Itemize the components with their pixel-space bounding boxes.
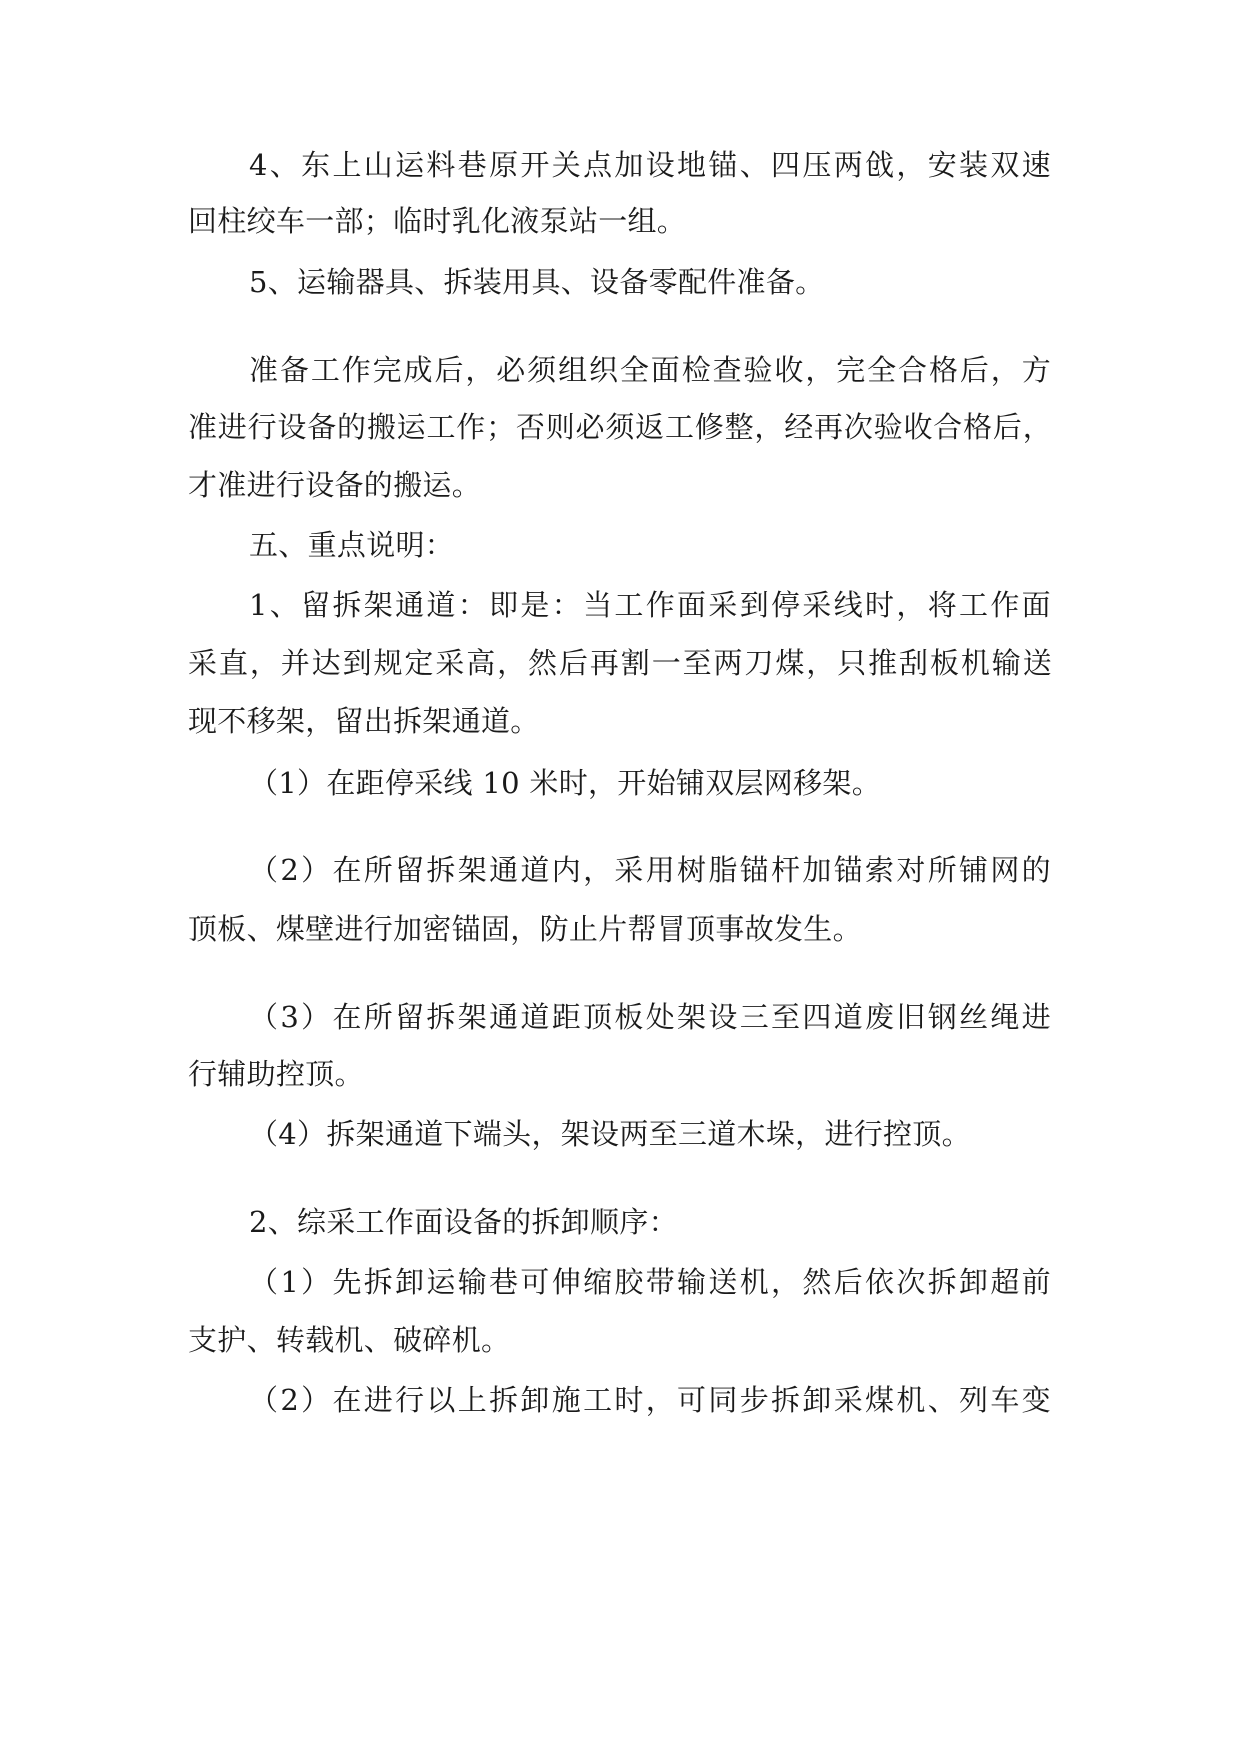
text-line: （2）在进行以上拆卸施工时，可同步拆卸采煤机、列车变 bbox=[249, 1383, 1051, 1417]
text-line: （1）在距停采线 10 米时，开始铺双层网移架。 bbox=[249, 766, 881, 800]
text-line: 顶板、煤壁进行加密锚固，防止片帮冒顶事故发生。 bbox=[188, 912, 862, 946]
text-line: 现不移架，留出拆架通道。 bbox=[188, 704, 540, 738]
text-line: 5、运输器具、拆装用具、设备零配件准备。 bbox=[249, 265, 825, 299]
text-line: （1）先拆卸运输巷可伸缩胶带输送机，然后依次拆卸超前 bbox=[249, 1265, 1051, 1299]
text-line: 2、综采工作面设备的拆卸顺序： bbox=[249, 1205, 678, 1239]
text-line: 4、东上山运料巷原开关点加设地锚、四压两戗，安装双速 bbox=[249, 148, 1051, 182]
text-line: （3）在所留拆架通道距顶板处架设三至四道废旧钢丝绳进 bbox=[249, 1000, 1051, 1034]
text-line: （4）拆架通道下端头，架设两至三道木垛，进行控顶。 bbox=[249, 1117, 971, 1151]
text-line: 回柱绞车一部；临时乳化液泵站一组。 bbox=[188, 204, 687, 238]
text-line: 支护、转载机、破碎机。 bbox=[188, 1323, 511, 1357]
text-line: 行辅助控顶。 bbox=[188, 1057, 364, 1091]
text-line: 采直，并达到规定采高，然后再割一至两刀煤，只推刮板机输送 bbox=[188, 646, 1052, 680]
text-line: 1、留拆架通道：即是：当工作面采到停采线时，将工作面 bbox=[249, 588, 1051, 622]
text-line: （2）在所留拆架通道内，采用树脂锚杆加锚索对所铺网的 bbox=[249, 853, 1051, 887]
text-line: 准进行设备的搬运工作；否则必须返工修整，经再次验收合格后， bbox=[188, 410, 1052, 444]
text-line: 才准进行设备的搬运。 bbox=[188, 468, 482, 502]
section-heading: 五、重点说明： bbox=[249, 528, 455, 562]
text-line: 准备工作完成后，必须组织全面检查验收，完全合格后，方 bbox=[249, 353, 1051, 387]
